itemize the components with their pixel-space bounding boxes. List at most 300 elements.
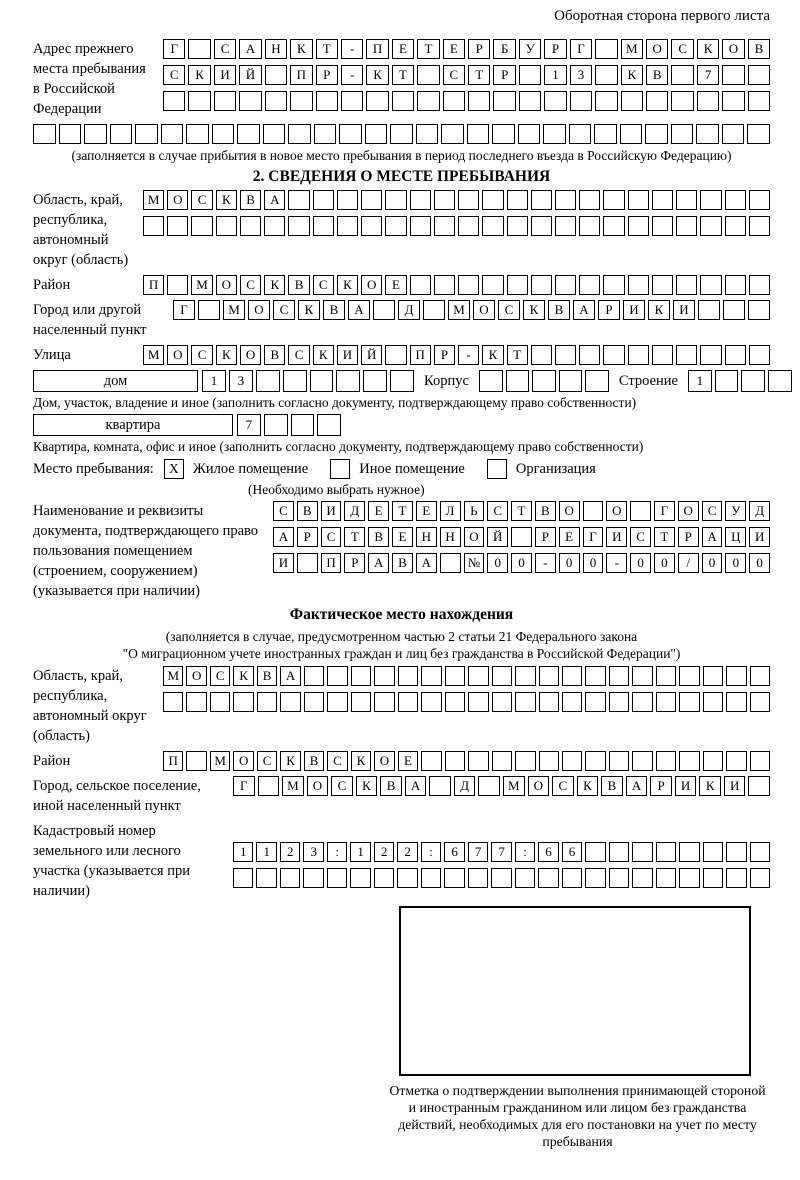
char-cell: К <box>648 300 670 320</box>
char-row <box>143 275 770 295</box>
char-cell: И <box>623 300 645 320</box>
char-cell <box>417 65 439 85</box>
char-cell: П <box>321 553 342 573</box>
char-cell: В <box>304 751 324 771</box>
char-cell: Л <box>440 501 461 521</box>
region-label: Область, край, республика, автономный округ (область) <box>33 192 129 268</box>
char-cell: С <box>191 345 212 365</box>
char-cell: К <box>313 345 334 365</box>
char-cell: О <box>233 751 253 771</box>
char-cell: 1 <box>350 842 370 862</box>
char-cell <box>507 216 528 236</box>
char-cell <box>337 216 358 236</box>
char-cell: М <box>282 776 304 796</box>
char-cell <box>700 275 721 295</box>
stay-type-note: (Необходимо выбрать нужное) <box>248 482 425 497</box>
char-cell: 7 <box>491 842 511 862</box>
char-cell: С <box>498 300 520 320</box>
char-cell <box>186 124 209 144</box>
char-cell <box>768 370 792 392</box>
char-cell <box>458 216 479 236</box>
char-cell <box>216 216 237 236</box>
char-cell <box>679 751 699 771</box>
char-cell <box>676 275 697 295</box>
char-cell <box>482 190 503 210</box>
char-cell <box>585 751 605 771</box>
korpus-cells <box>479 370 609 392</box>
char-cell <box>478 776 500 796</box>
char-cell: К <box>233 666 253 686</box>
char-cell <box>265 91 287 111</box>
char-cell <box>444 868 464 888</box>
char-cell: 0 <box>654 553 675 573</box>
char-row <box>163 39 770 59</box>
char-cell <box>555 216 576 236</box>
char-cell: 7 <box>697 65 719 85</box>
char-cell: К <box>264 275 285 295</box>
char-cell <box>609 666 629 686</box>
stay-type-row <box>33 458 770 480</box>
actual-district-label: Район <box>33 753 71 769</box>
char-cell <box>515 666 535 686</box>
korpus-label: Корпус <box>424 372 469 389</box>
char-cell <box>697 91 719 111</box>
char-cell <box>421 692 441 712</box>
char-cell <box>569 124 592 144</box>
char-row <box>143 345 770 365</box>
char-cell: Т <box>392 65 414 85</box>
char-cell <box>656 666 676 686</box>
char-row <box>33 124 770 144</box>
char-cell <box>632 692 652 712</box>
char-cell <box>506 370 530 392</box>
char-cell <box>679 868 699 888</box>
char-cell <box>725 216 746 236</box>
char-cell: В <box>601 776 623 796</box>
char-cell <box>507 190 528 210</box>
char-cell <box>468 91 490 111</box>
char-cell <box>532 370 556 392</box>
char-cell <box>749 275 770 295</box>
char-cell <box>539 692 559 712</box>
char-cell: В <box>297 501 318 521</box>
char-cell: С <box>327 751 347 771</box>
prev-address-label: Адрес прежнего места пребывания в Российской Федерации <box>33 41 146 117</box>
char-cell: И <box>606 527 627 547</box>
char-cell: В <box>323 300 345 320</box>
char-cell: Т <box>507 345 528 365</box>
char-cell: Т <box>468 65 490 85</box>
char-cell <box>59 124 82 144</box>
char-cell <box>327 692 347 712</box>
char-cell: Р <box>535 527 556 547</box>
char-cell: С <box>163 65 185 85</box>
char-cell <box>725 345 746 365</box>
char-cell <box>726 692 746 712</box>
char-cell <box>519 65 541 85</box>
char-cell <box>725 275 746 295</box>
organization-checkbox <box>487 459 507 479</box>
char-cell: 1 <box>544 65 566 85</box>
actual-city-group <box>33 776 770 816</box>
char-cell <box>374 666 394 686</box>
other-premises-label: Иное помещение <box>359 460 465 477</box>
street-label: Улица <box>33 347 71 363</box>
char-cell <box>351 666 371 686</box>
char-cell <box>257 692 277 712</box>
char-cell: В <box>646 65 668 85</box>
document-rows <box>273 501 770 601</box>
char-cell <box>385 345 406 365</box>
char-cell <box>135 124 158 144</box>
char-cell <box>679 842 699 862</box>
char-cell <box>609 692 629 712</box>
char-cell <box>339 124 362 144</box>
cadastral-rows <box>233 821 770 901</box>
char-cell <box>679 692 699 712</box>
char-cell <box>538 868 558 888</box>
char-cell <box>585 370 609 392</box>
char-cell <box>161 124 184 144</box>
char-cell <box>290 91 312 111</box>
char-cell <box>440 553 461 573</box>
char-cell <box>210 692 230 712</box>
char-cell <box>507 275 528 295</box>
char-cell <box>609 868 629 888</box>
document-label: Наименование и реквизиты документа, подтверждающего право пользования помещением (строением, сооружением) (указывается при наличии) <box>33 503 259 599</box>
char-cell: 0 <box>725 553 746 573</box>
char-cell <box>726 751 746 771</box>
char-row <box>163 666 770 686</box>
char-cell: Д <box>398 300 420 320</box>
house-cells <box>202 370 414 392</box>
char-cell: В <box>748 39 770 59</box>
district-group <box>33 275 770 295</box>
char-cell <box>110 124 133 144</box>
char-cell: В <box>392 553 413 573</box>
char-cell <box>304 692 324 712</box>
char-cell: О <box>646 39 668 59</box>
char-cell: К <box>621 65 643 85</box>
char-cell: Е <box>385 275 406 295</box>
char-cell: М <box>143 345 164 365</box>
char-cell <box>652 216 673 236</box>
char-cell <box>703 751 723 771</box>
cadastral-label: Кадастровый номер земельного или лесного участка (указывается при наличии) <box>33 823 190 899</box>
char-cell: Н <box>416 527 437 547</box>
char-cell: Р <box>650 776 672 796</box>
char-cell: Д <box>454 776 476 796</box>
char-cell <box>239 91 261 111</box>
char-cell: 2 <box>397 842 417 862</box>
char-cell: С <box>630 527 651 547</box>
char-cell <box>579 216 600 236</box>
char-cell <box>143 216 164 236</box>
char-cell <box>676 345 697 365</box>
char-row <box>233 776 770 796</box>
char-cell <box>539 666 559 686</box>
char-row <box>273 527 770 547</box>
char-cell <box>632 868 652 888</box>
char-cell <box>280 868 300 888</box>
char-cell: О <box>361 275 382 295</box>
char-cell <box>676 216 697 236</box>
char-cell <box>365 124 388 144</box>
char-cell <box>341 91 363 111</box>
actual-location-title: Фактическое место нахождения <box>289 606 514 623</box>
char-cell <box>726 842 746 862</box>
char-cell <box>579 190 600 210</box>
char-cell <box>703 666 723 686</box>
char-cell <box>515 868 535 888</box>
char-cell <box>603 216 624 236</box>
char-row <box>173 300 770 320</box>
char-cell <box>314 124 337 144</box>
char-cell <box>628 345 649 365</box>
char-cell <box>191 216 212 236</box>
char-cell: К <box>697 39 719 59</box>
char-row <box>163 65 770 85</box>
char-cell <box>233 692 253 712</box>
char-cell <box>410 275 431 295</box>
char-cell <box>423 300 445 320</box>
char-cell: К <box>188 65 210 85</box>
char-cell <box>258 776 280 796</box>
char-cell <box>458 190 479 210</box>
char-cell <box>188 39 210 59</box>
char-cell <box>366 91 388 111</box>
char-cell: П <box>410 345 431 365</box>
char-cell: В <box>368 527 389 547</box>
char-row <box>233 842 770 862</box>
char-cell: Е <box>368 501 389 521</box>
char-cell <box>603 190 624 210</box>
char-cell: И <box>273 553 294 573</box>
char-cell: 2 <box>280 842 300 862</box>
char-cell: М <box>621 39 643 59</box>
char-cell <box>703 842 723 862</box>
char-cell <box>628 190 649 210</box>
char-cell <box>700 190 721 210</box>
char-cell: 2 <box>374 842 394 862</box>
char-cell: О <box>240 345 261 365</box>
page-corner-note: Оборотная сторона первого листа <box>554 8 770 24</box>
apartment-cells <box>237 414 341 436</box>
char-cell: С <box>191 190 212 210</box>
char-cell: П <box>143 275 164 295</box>
char-cell <box>429 776 451 796</box>
char-cell <box>297 553 318 573</box>
char-cell <box>749 345 770 365</box>
char-cell <box>583 501 604 521</box>
house-label-box: дом <box>33 370 198 392</box>
char-cell <box>468 868 488 888</box>
char-cell: К <box>216 190 237 210</box>
char-cell: 0 <box>559 553 580 573</box>
char-cell: : <box>327 842 347 862</box>
actual-region-group <box>33 666 770 746</box>
char-cell: О <box>374 751 394 771</box>
char-cell: К <box>356 776 378 796</box>
char-cell <box>515 751 535 771</box>
char-cell <box>628 216 649 236</box>
char-cell <box>749 190 770 210</box>
char-cell <box>434 216 455 236</box>
char-cell: О <box>248 300 270 320</box>
char-cell: Е <box>392 527 413 547</box>
char-cell: С <box>240 275 261 295</box>
house-row <box>33 370 770 392</box>
char-cell: К <box>290 39 312 59</box>
char-cell: О <box>167 190 188 210</box>
char-cell: Т <box>511 501 532 521</box>
char-cell: / <box>678 553 699 573</box>
char-cell <box>373 300 395 320</box>
char-cell <box>214 91 236 111</box>
char-cell: Р <box>297 527 318 547</box>
char-cell: Г <box>163 39 185 59</box>
char-cell <box>467 124 490 144</box>
stamp-box <box>399 906 751 1076</box>
char-cell: Е <box>398 751 418 771</box>
house-note: Дом, участок, владение и иное (заполнить согласно документу, подтверждающему право собственности) <box>33 395 637 410</box>
char-cell: Г <box>570 39 592 59</box>
char-cell: Р <box>678 527 699 547</box>
organization-label: Организация <box>515 460 596 477</box>
char-cell <box>350 868 370 888</box>
char-cell <box>750 692 770 712</box>
actual-location-note-2: "О миграционном учете иностранных граждан и лиц без гражданства в Российской Федерации") <box>122 646 681 661</box>
char-cell <box>421 751 441 771</box>
char-cell: С <box>671 39 693 59</box>
actual-city-label: Город, сельское поселение, иной населенный пункт <box>33 778 201 814</box>
char-cell <box>519 91 541 111</box>
char-cell <box>186 751 206 771</box>
char-cell <box>671 91 693 111</box>
char-cell: Й <box>239 65 261 85</box>
char-cell: Н <box>440 527 461 547</box>
char-cell <box>595 39 617 59</box>
char-cell <box>410 216 431 236</box>
residential-checkbox: X <box>164 459 184 479</box>
char-row <box>273 501 770 521</box>
char-cell: К <box>351 751 371 771</box>
char-cell: А <box>573 300 595 320</box>
char-cell <box>645 124 668 144</box>
char-cell <box>392 91 414 111</box>
char-cell: К <box>577 776 599 796</box>
char-cell: - <box>458 345 479 365</box>
char-cell: А <box>348 300 370 320</box>
char-cell: О <box>528 776 550 796</box>
char-cell <box>703 692 723 712</box>
char-cell <box>749 216 770 236</box>
char-cell: И <box>724 776 746 796</box>
char-cell: О <box>606 501 627 521</box>
char-row <box>163 751 770 771</box>
char-cell <box>722 124 745 144</box>
char-cell: 0 <box>487 553 508 573</box>
char-cell: Р <box>468 39 490 59</box>
char-cell: С <box>273 300 295 320</box>
char-cell <box>570 91 592 111</box>
char-cell: А <box>368 553 389 573</box>
char-cell <box>337 190 358 210</box>
char-cell: А <box>626 776 648 796</box>
char-cell: Д <box>749 501 770 521</box>
char-cell <box>361 190 382 210</box>
char-cell <box>748 776 770 796</box>
stroenie-label: Строение <box>618 372 678 389</box>
char-cell <box>288 216 309 236</box>
char-cell <box>163 91 185 111</box>
char-cell: Г <box>173 300 195 320</box>
char-cell <box>468 666 488 686</box>
char-cell: О <box>678 501 699 521</box>
cadastral-group <box>33 821 770 901</box>
char-cell <box>167 216 188 236</box>
char-cell <box>263 124 286 144</box>
char-cell <box>434 275 455 295</box>
char-cell <box>671 124 694 144</box>
actual-location-note-1: (заполняется в случае, предусмотренном частью 2 статьи 21 Федерального закона <box>165 629 638 644</box>
char-cell: М <box>223 300 245 320</box>
char-cell: А <box>280 666 300 686</box>
char-cell <box>417 91 439 111</box>
char-cell: О <box>722 39 744 59</box>
char-cell: И <box>749 527 770 547</box>
char-cell: О <box>167 345 188 365</box>
char-cell <box>434 190 455 210</box>
char-cell <box>304 666 324 686</box>
char-cell <box>555 345 576 365</box>
char-cell <box>531 275 552 295</box>
char-cell <box>555 275 576 295</box>
char-cell <box>303 868 323 888</box>
char-cell: Р <box>544 39 566 59</box>
char-cell: 6 <box>562 842 582 862</box>
city-group <box>33 300 770 340</box>
char-cell: С <box>288 345 309 365</box>
char-cell: В <box>548 300 570 320</box>
char-cell <box>741 370 765 392</box>
char-cell: - <box>341 65 363 85</box>
char-cell <box>562 868 582 888</box>
char-cell: 1 <box>202 370 226 392</box>
char-cell: Ц <box>725 527 746 547</box>
actual-region-label: Область, край, республика, автономный округ (область) <box>33 668 147 744</box>
street-group <box>33 345 770 365</box>
char-cell <box>555 190 576 210</box>
char-cell <box>676 190 697 210</box>
char-cell <box>264 216 285 236</box>
char-cell <box>632 842 652 862</box>
char-cell <box>652 190 673 210</box>
char-cell: О <box>307 776 329 796</box>
char-cell <box>696 124 719 144</box>
prev-address-note: (заполняется в случае прибытия в новое место пребывания в период последнего въезда в Российскую Федерацию) <box>71 148 732 163</box>
char-cell: И <box>214 65 236 85</box>
char-cell <box>531 216 552 236</box>
char-cell <box>722 91 744 111</box>
stay-option-organization <box>487 459 596 479</box>
char-cell: Т <box>654 527 675 547</box>
stay-option-residential <box>164 459 308 479</box>
char-row <box>163 91 770 111</box>
char-cell <box>421 868 441 888</box>
apartment-note: Квартира, комната, офис и иное (заполнить согласно документу, подтверждающему право собственности) <box>33 439 644 454</box>
char-cell: П <box>366 39 388 59</box>
